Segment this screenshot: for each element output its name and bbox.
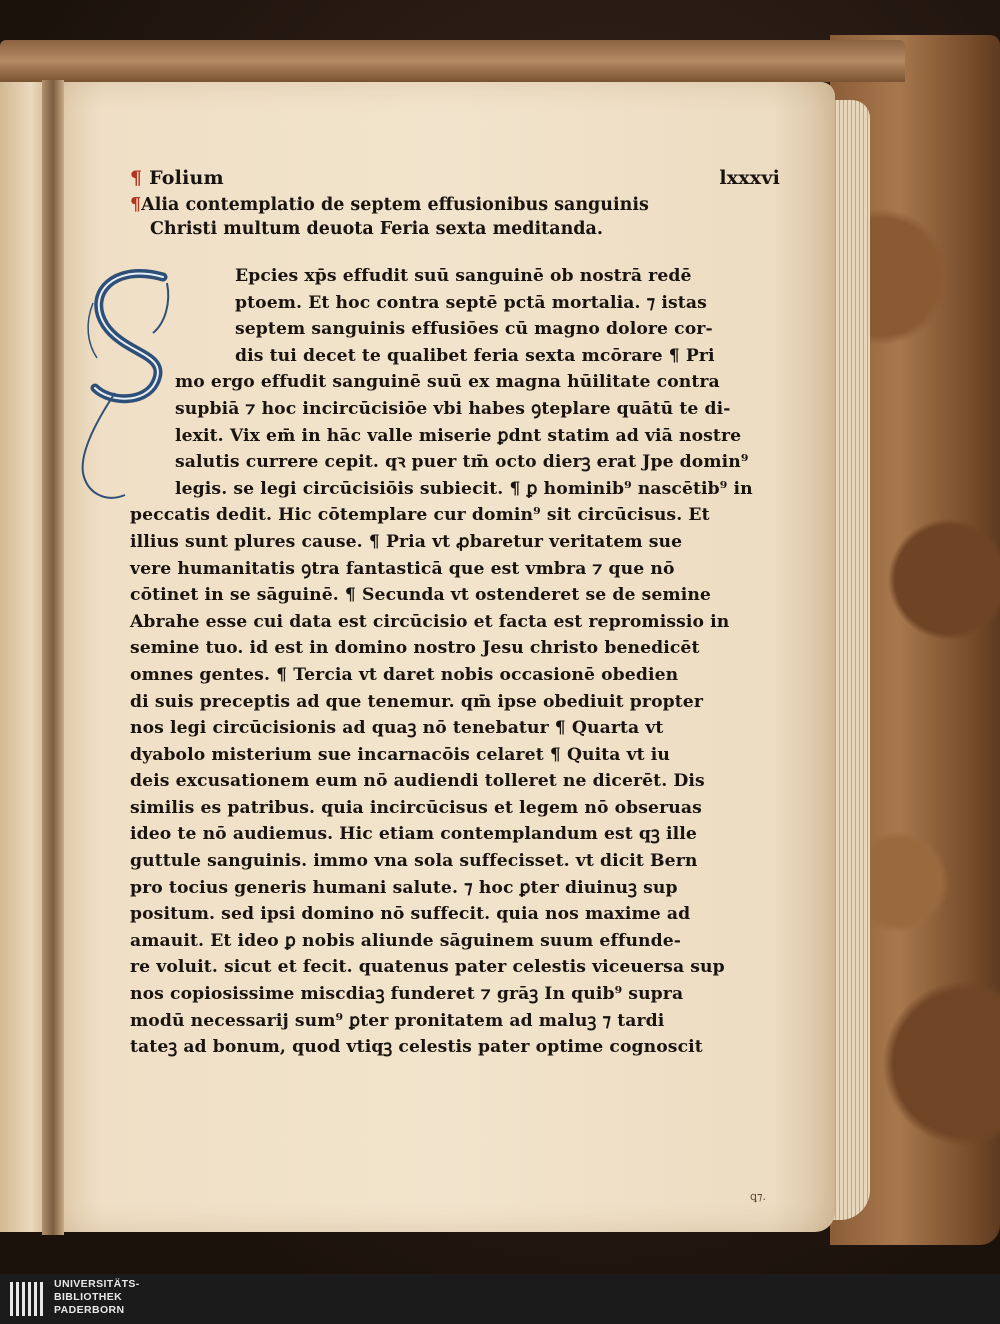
- text-line: deis excusationem eum nō audiendi tolleret ne dicerēt. Dis: [130, 771, 705, 792]
- text-line: septem sanguinis effusiōes cū magno dolore cor-: [235, 319, 713, 340]
- text-line: modū necessarij sum⁹ ꝑter pronitatem ad maluꝫ ⁊ tardi: [130, 1010, 665, 1031]
- text-line: illius sunt plures cause. ¶ Pria vt ꝓbaretur veritatem sue: [130, 531, 683, 552]
- text-line: legis. se legi circūcisiōis subiecit. ¶ ꝑ hominib⁹ nascētib⁹ in: [175, 478, 753, 499]
- folium-label: Folium: [149, 167, 224, 189]
- library-logo-icon: [8, 1278, 48, 1320]
- text-line: omnes gentes. ¶ Tercia vt daret nobis occasionē obedien: [130, 664, 679, 685]
- text-line: vere humanitatis ꝯtra fantasticā que est vmbra ⁊ que nō: [130, 558, 675, 579]
- library-name: [54, 1278, 140, 1317]
- text-block: [130, 167, 780, 1061]
- paragraph-mark: ¶: [130, 167, 143, 189]
- text-line: cōtinet in se sāguinē. ¶ Secunda vt ostenderet se de semine: [130, 585, 711, 606]
- text-line: salutis currere cepit. qꝛ puer tm̄ octo dierꝫ erat Jpe domin⁹: [175, 452, 749, 473]
- book-page: [55, 82, 835, 1232]
- text-line: ideo te nō audiemus. Hic etiam contemplandum est qꝫ ille: [130, 824, 697, 845]
- book-top-edge: [0, 40, 905, 82]
- text-line: amauit. Et ideo ꝑ nobis aliunde sāguinem suum effunde-: [130, 930, 682, 951]
- page-header: [130, 167, 780, 193]
- text-line: nos legi circūcisionis ad quaꝫ nō tenebatur ¶ Quarta vt: [130, 718, 664, 739]
- title-line: [130, 193, 740, 217]
- initial-letter-icon: [75, 263, 185, 508]
- title-line: [130, 217, 740, 241]
- text-line: positum. sed ipsi domino nō suffecit. quia nos maxime ad: [130, 904, 691, 925]
- text-line: dis tui decet te qualibet feria sexta mcōrare ¶ Pri: [235, 345, 715, 366]
- title-text: Alia contemplatio de septem effusionibus sanguinis: [141, 195, 649, 215]
- text-line: Abrahe esse cui data est circūcisio et facta est repromissio in: [130, 611, 730, 632]
- library-name-line: UNIVERSITÄTS-: [54, 1278, 140, 1290]
- text-line: di suis preceptis ad que tenemur. qm̄ ipse obediuit propter: [130, 691, 703, 712]
- title-text: Christi multum deuota Feria sexta meditanda.: [150, 219, 603, 239]
- text-line: guttule sanguinis. immo vna sola suffecisset. vt dicit Bern: [130, 851, 698, 872]
- paragraph-mark: ¶: [130, 195, 142, 215]
- text-line: peccatis dedit. Hic cōtemplare cur domin⁹ sit circūcisus. Et: [130, 505, 710, 526]
- book-gutter: [42, 80, 64, 1235]
- library-name-line: PADERBORN: [54, 1304, 125, 1316]
- text-line: Epcies xp̄s effudit suū sanguinē ob nostrā redē: [235, 266, 692, 286]
- text-line: nos copiosissime miscdiaꝫ funderet ⁊ grāꝫ In quib⁹ supra: [130, 984, 684, 1005]
- library-name-line: BIBLIOTHEK: [54, 1291, 123, 1303]
- folio-number: lxxxvi: [719, 167, 780, 189]
- text-line: semine tuo. id est in domino nostro Jesu christo benedicēt: [130, 638, 700, 659]
- text-line: re voluit. sicut et fecit. quatenus pater celestis viceuersa sup: [130, 957, 725, 978]
- text-line: dyabolo misterium sue incarnacōis celaret ¶ Quita vt iu: [130, 744, 671, 765]
- footer-bar: [0, 1274, 1000, 1324]
- text-line: tateꝫ ad bonum, quod vtiqꝫ celestis pater optime cognoscit: [130, 1037, 703, 1058]
- library-stamp: ꝗ⁊.: [750, 1190, 766, 1203]
- text-line: mo ergo effudit sanguinē suū ex magna hūilitate contra: [175, 372, 720, 393]
- text-line: lexit. Vix em̄ in hāc valle miserie ꝑdnt statim ad viā nostre: [175, 425, 742, 446]
- header-label: [130, 167, 224, 189]
- text-line: pro tocius generis humani salute. ⁊ hoc ꝑter diuinuꝫ sup: [130, 877, 678, 898]
- body-text: [130, 263, 753, 1061]
- text-line: supbiā ⁊ hoc incircūcisiōe vbi habes ꝯteplare quātū te di-: [175, 398, 731, 419]
- text-line: similis es patribus. quia incircūcisus et legem nō obseruas: [130, 797, 702, 818]
- text-line: ptoem. Et hoc contra septē pctā mortalia. ⁊ istas: [235, 292, 707, 313]
